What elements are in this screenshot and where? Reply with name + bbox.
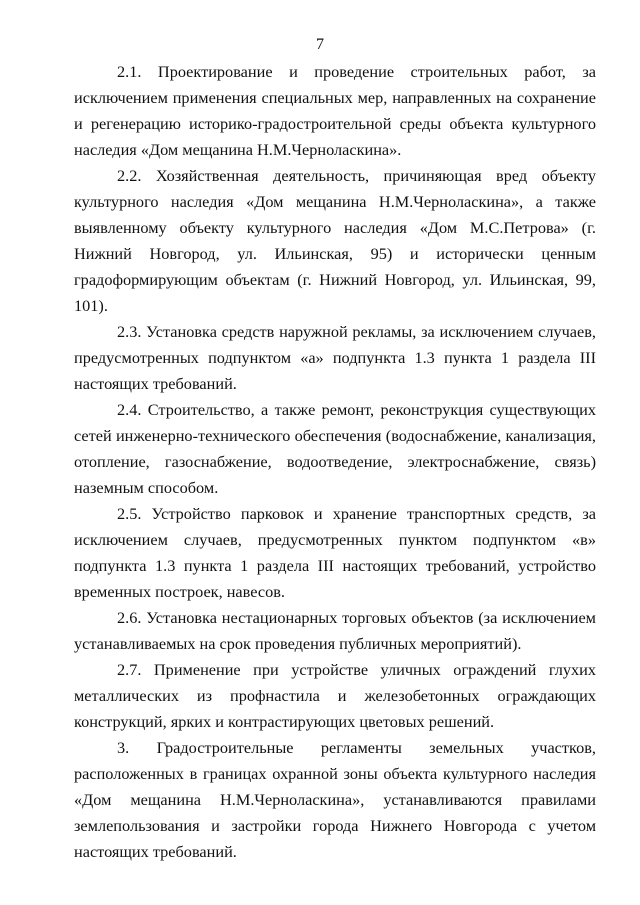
paragraph-2-3: 2.3. Установка средств наружной рекламы, за исключением случаев, предусмотренных подпунктом «а» подпункта 1.3 пункта 1 раздела III настоящих требований. xyxy=(74,322,596,393)
page-number: 7 xyxy=(316,36,324,53)
paragraph-2-6: 2.6. Установка нестационарных торговых объектов (за исключением устанавливаемых на срок проведения публичных мероприятий). xyxy=(74,608,596,653)
paragraph-2-7: 2.7. Применение при устройстве уличных ограждений глухих металлических из профнастила и железобетонных ограждающих конструкций, ярких и контрастирующих цветовых решений. xyxy=(74,660,596,731)
document-body xyxy=(74,59,596,865)
paragraph-3: 3. Градостроительные регламенты земельных участков, расположенных в границах охранной зоны объекта культурного наследия «Дом мещанина Н.М.Черноласкина», устанавливаются правилами землепользования и застройки города Нижнего Новгорода с учетом настоящих требований. xyxy=(74,738,596,861)
paragraph-2-2: 2.2. Хозяйственная деятельность, причиняющая вред объекту культурного наследия «Дом мещанина Н.М.Черноласкина», а также выявленному объекту культурного наследия «Дом М.С.Петрова» (г. Нижний Новгород, ул. Ильинская, 95) и исторически ценным градоформирующим объектам (г. Нижний Новгород, ул. Ильинская, 99, 101). xyxy=(74,166,596,315)
paragraph-2-4: 2.4. Строительство, а также ремонт, реконструкция существующих сетей инженерно-технического обеспечения (водоснабжение, канализация, отопление, газоснабжение, водоотведение, электроснабжение, связь) наземным способом. xyxy=(74,400,596,497)
paragraph-2-1: 2.1. Проектирование и проведение строительных работ, за исключением применения специальных мер, направленных на сохранение и регенерацию историко-градостроительной среды объекта культурного наследия «Дом мещанина Н.М.Черноласкина». xyxy=(74,62,596,159)
paragraph-2-5: 2.5. Устройство парковок и хранение транспортных средств, за исключением случаев, предусмотренных пунктом подпунктом «в» подпункта 1.3 пункта 1 раздела III настоящих требований, устройство временных построек, навесов. xyxy=(74,504,596,601)
